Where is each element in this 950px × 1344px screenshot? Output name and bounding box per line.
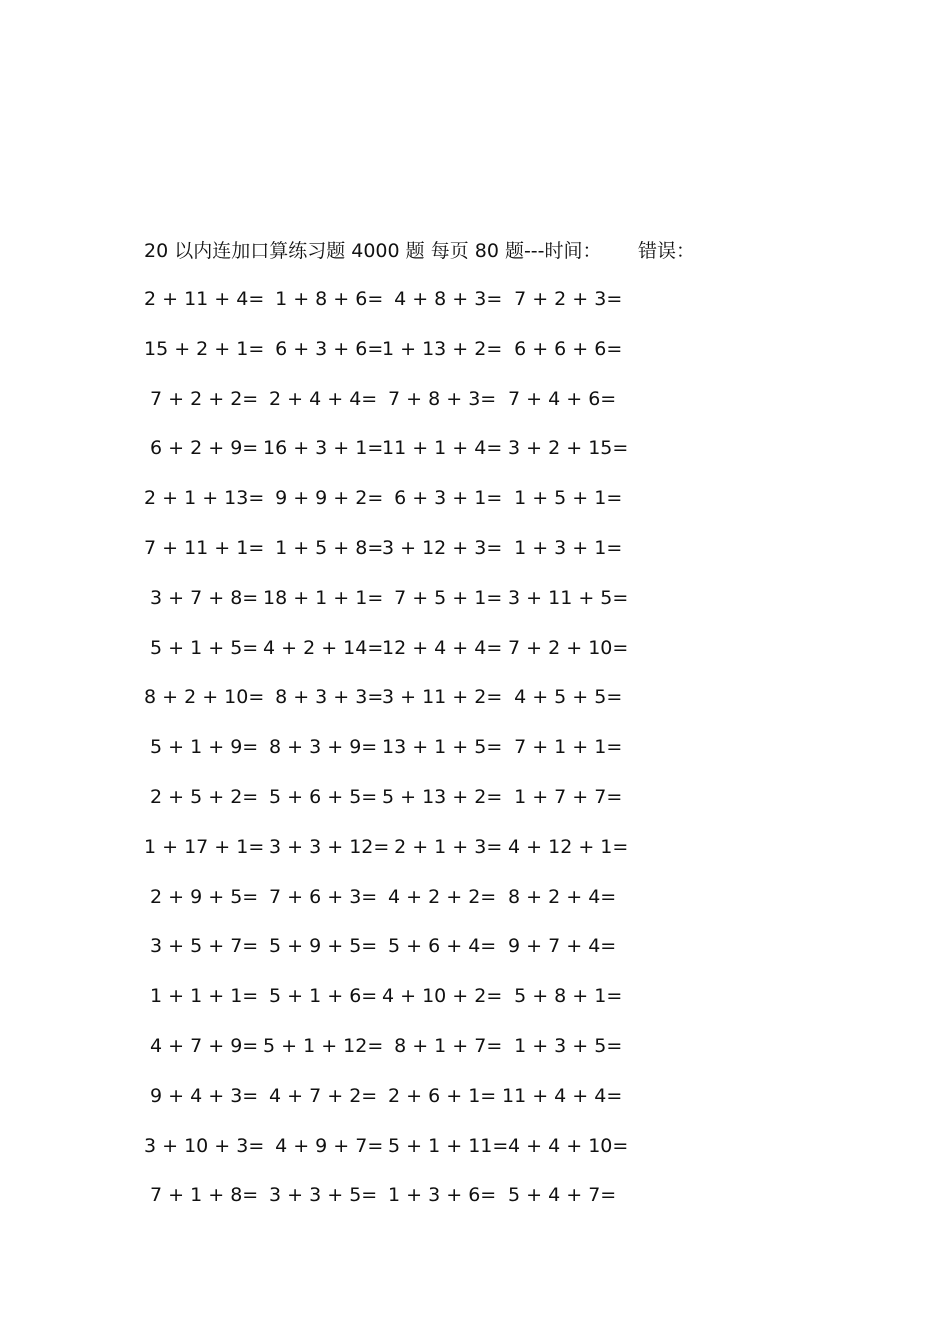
- problem-item: 7 + 11 + 1=: [144, 536, 265, 559]
- problem-item: 1 + 1 + 1=: [144, 985, 259, 1008]
- problem-item: 5 + 13 + 2=: [382, 785, 503, 808]
- problem-item: 4 + 5 + 5=: [502, 686, 623, 709]
- problem-item: 6 + 6 + 6=: [502, 337, 623, 360]
- problem-item: 8 + 3 + 3=: [263, 686, 384, 709]
- problem-item: 7 + 6 + 3=: [263, 885, 378, 908]
- problem-item: 1 + 5 + 8=: [263, 536, 384, 559]
- problem-item: 3 + 5 + 7=: [144, 935, 259, 958]
- problem-item: 15 + 2 + 1=: [144, 337, 265, 360]
- problem-item: 2 + 11 + 4=: [144, 288, 265, 310]
- problem-item: 1 + 5 + 1=: [502, 487, 623, 510]
- problem-item: 1 + 7 + 7=: [502, 785, 623, 808]
- problem-item: 9 + 7 + 4=: [502, 935, 617, 958]
- problem-item: 3 + 3 + 12=: [263, 835, 390, 858]
- problem-item: 5 + 1 + 5=: [144, 636, 259, 659]
- problem-item: 5 + 6 + 4=: [382, 935, 497, 958]
- problem-item: 3 + 11 + 5=: [502, 586, 629, 609]
- problem-item: 18 + 1 + 1=: [263, 586, 384, 609]
- problem-item: 5 + 1 + 12=: [263, 1034, 384, 1057]
- problem-item: 2 + 4 + 4=: [263, 387, 378, 410]
- problem-item: 7 + 4 + 6=: [502, 387, 617, 410]
- problem-item: 3 + 7 + 8=: [144, 586, 259, 609]
- problem-item: 2 + 9 + 5=: [144, 885, 259, 908]
- problem-item: 4 + 7 + 9=: [144, 1034, 259, 1057]
- problem-item: 4 + 7 + 2=: [263, 1084, 378, 1107]
- problem-item: 6 + 3 + 6=: [263, 337, 384, 360]
- problem-item: 4 + 9 + 7=: [263, 1134, 384, 1157]
- problem-item: 6 + 2 + 9=: [144, 437, 259, 460]
- problem-item: 7 + 2 + 2=: [144, 387, 259, 410]
- problem-item: 7 + 1 + 1=: [502, 736, 623, 759]
- problem-item: 8 + 1 + 7=: [382, 1034, 503, 1057]
- problem-item: 8 + 2 + 10=: [144, 686, 265, 709]
- problem-item: 7 + 8 + 3=: [382, 387, 497, 410]
- problem-item: 4 + 10 + 2=: [382, 985, 503, 1008]
- problem-item: 1 + 3 + 6=: [382, 1184, 497, 1207]
- problem-item: 2 + 1 + 13=: [144, 487, 265, 510]
- problem-item: 1 + 13 + 2=: [382, 337, 503, 360]
- problem-item: 5 + 1 + 9=: [144, 736, 259, 759]
- problem-item: 1 + 3 + 1=: [502, 536, 623, 559]
- problem-item: 3 + 2 + 15=: [502, 437, 629, 460]
- problem-item: 1 + 17 + 1=: [144, 835, 265, 858]
- problem-item: 6 + 3 + 1=: [382, 487, 503, 510]
- problem-item: 5 + 4 + 7=: [502, 1184, 617, 1207]
- problem-item: 7 + 2 + 3=: [502, 288, 623, 310]
- problem-item: 4 + 4 + 10=: [502, 1134, 629, 1157]
- problem-item: 13 + 1 + 5=: [382, 736, 503, 759]
- problem-item: 1 + 8 + 6=: [263, 288, 384, 310]
- problem-item: 3 + 12 + 3=: [382, 536, 503, 559]
- problem-item: 7 + 5 + 1=: [382, 586, 503, 609]
- problem-item: 2 + 5 + 2=: [144, 785, 259, 808]
- problem-item: 2 + 1 + 3=: [382, 835, 503, 858]
- problem-item: 2 + 6 + 1=: [382, 1084, 497, 1107]
- problem-item: 1 + 3 + 5=: [502, 1034, 623, 1057]
- worksheet-title: 20 以内连加口算练习题 4000 题 每页 80 题---时间：: [144, 240, 602, 262]
- problem-item: 5 + 8 + 1=: [502, 985, 623, 1008]
- problem-item: 7 + 1 + 8=: [144, 1184, 259, 1207]
- problem-item: 5 + 1 + 11=: [382, 1134, 509, 1157]
- problem-item: 12 + 4 + 4=: [382, 636, 503, 659]
- problem-item: 11 + 1 + 4=: [382, 437, 503, 460]
- problem-item: 5 + 1 + 6=: [263, 985, 378, 1008]
- problem-item: 3 + 11 + 2=: [382, 686, 503, 709]
- problem-item: 8 + 2 + 4=: [502, 885, 617, 908]
- problem-item: 5 + 9 + 5=: [263, 935, 378, 958]
- problem-item: 5 + 6 + 5=: [263, 785, 378, 808]
- problem-item: 16 + 3 + 1=: [263, 437, 384, 460]
- problem-item: 3 + 3 + 5=: [263, 1184, 378, 1207]
- worksheet-header: [144, 236, 696, 264]
- error-label: 错误：: [638, 240, 696, 262]
- problem-item: 8 + 3 + 9=: [263, 736, 378, 759]
- problem-item: 11 + 4 + 4=: [502, 1084, 623, 1107]
- problem-item: 4 + 2 + 14=: [263, 636, 384, 659]
- problem-item: 4 + 12 + 1=: [502, 835, 629, 858]
- problem-item: 9 + 9 + 2=: [263, 487, 384, 510]
- problem-item: 9 + 4 + 3=: [144, 1084, 259, 1107]
- problem-item: 4 + 8 + 3=: [382, 288, 503, 310]
- problem-item: 3 + 10 + 3=: [144, 1134, 265, 1157]
- problem-item: 7 + 2 + 10=: [502, 636, 629, 659]
- problem-item: 4 + 2 + 2=: [382, 885, 497, 908]
